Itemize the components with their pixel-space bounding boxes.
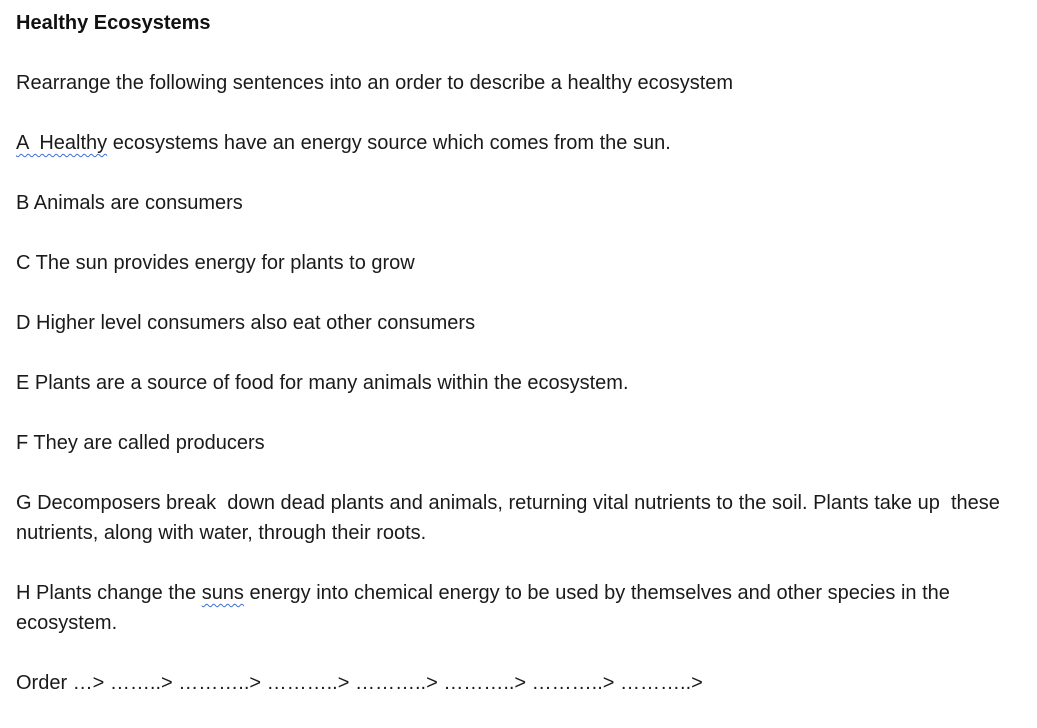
- spellcheck-flagged-word[interactable]: A Healthy: [16, 132, 108, 154]
- instruction-text: Rearrange the following sentences into an order to describe a healthy ecosystem: [16, 72, 734, 94]
- sentence-d: D Higher level consumers also eat other consumers: [16, 312, 476, 334]
- sentence-e: E Plants are a source of food for many animals within the ecosystem.: [16, 372, 629, 394]
- spellcheck-flagged-word[interactable]: suns: [201, 582, 244, 604]
- sentence-h-text-after: energy into chemical energy to be used by themselves and other species in the ecosystem.: [16, 582, 956, 634]
- sentence-b: B Animals are consumers: [16, 192, 243, 214]
- document-page: [16, 8, 1021, 728]
- sentence-a-text: ecosystems have an energy source which comes from the sun.: [107, 132, 671, 154]
- sentence-h-text-before: H Plants change the: [16, 582, 202, 604]
- sentence-h: [16, 578, 1021, 638]
- sentence-g: G Decomposers break down dead plants and animals, returning vital nutrients to the soil. Plants take up these nutrients, along with water, through their roots.: [16, 492, 1006, 544]
- order-answer-line: Order …> ……..> ………..> ………..> ………..> ………..> ………..> ………..>: [16, 672, 703, 694]
- sentence-c: C The sun provides energy for plants to grow: [16, 252, 415, 274]
- sentence-a: [16, 128, 1021, 158]
- sentence-f: F They are called producers: [16, 432, 265, 454]
- document-title: Healthy Ecosystems: [16, 12, 211, 34]
